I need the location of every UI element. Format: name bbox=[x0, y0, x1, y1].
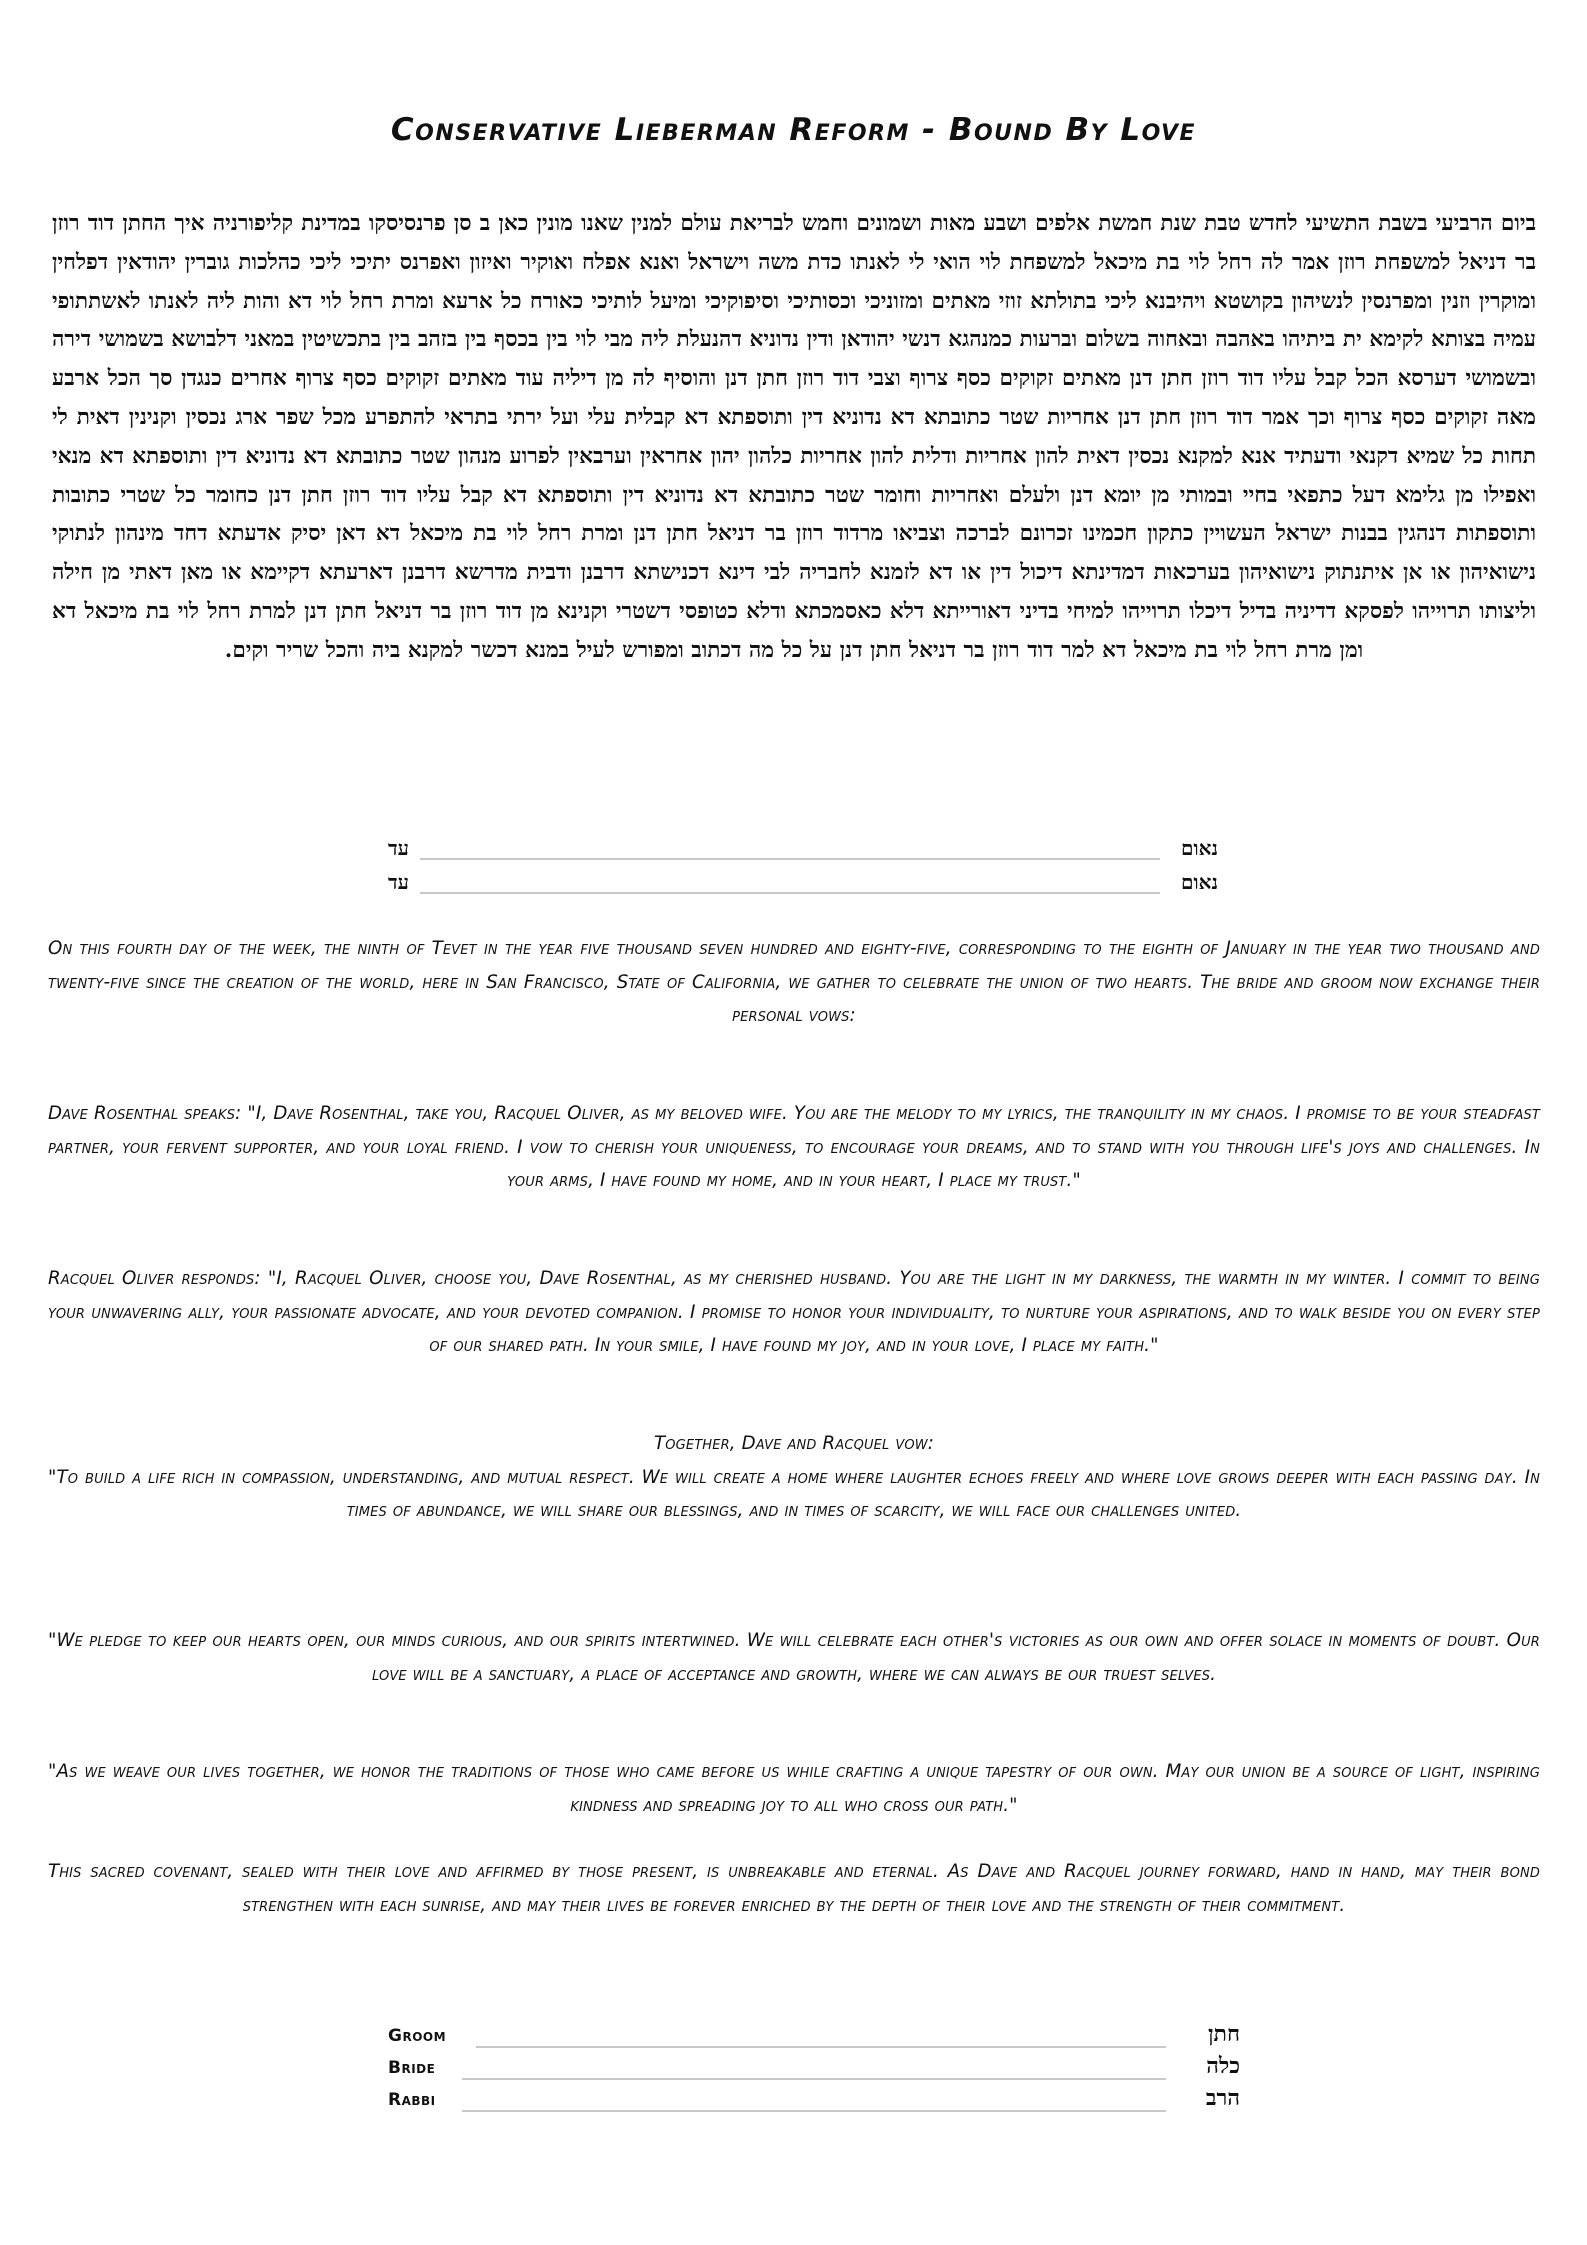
rabbi-signature-line[interactable] bbox=[462, 2110, 1166, 2112]
hebrew-ketubah-text: ביום הרביעי בשבת התשיעי לחדש טבת שנת חמשת אלפים ושבע מאות ושמונים וחמש לבריאת עולם למנין שאנו מונין כאן ב סן פרנסיסקו במדינת קליפורניה איך החתן דוד רוזן בר דניאל למשפחת רוזן אמר לה רחל לוי בת מיכאל למשפחת לוי הואי לי לאנתו כדת משה וישראל ואנא אפלח ואוקיר ואיזון ואפרנס יתיכי ליכי כהלכות גוברין יהודאין דפלחין ומוקרין וזנין ומפרנסין לנשיהון בקושטא ויהיבנא ליכי בתולתא זוזי מאתים ומזוניכי וכסותיכי וסיפוקיכי ומיעל לותיכי כאורח כל ארעא ומרת רחל לוי דא והות ליה לאנתו לאשתתופי עמיה בצותא לקימא ית ביתיהו באהבה ובאחוה בשלום וברעות כמנהגא דנשי יהודאן ודין נדוניא דהנעלת ליה מבי לוי בין בכסף בין בזהב בין בתכשיטין במאני דלבושא בשמושי דירה ובשמושי דערסא הכל קבל עליו דוד רוזן חתן דנן מאתים זקוקים כסף צרוף וצבי דוד רוזן חתן דנן והוסיף לה מן דיליה עוד מאתים זקוקים כסף צרוף אחרים כנגדן סך הכל ארבע מאה זקוקים כסף צרוף וכך אמר דוד רוזן חתן דנן אחריות שטר כתובתא דא נדוניא דין ותוספתא דא קבלית עלי ועל ירתי בתראי להתפרע מכל שפר ארג נכסין וקנינין דאית לי תחות כל שמיא דקנאי ודעתיד אנא למקנא נכסין דאית להון אחריות ודלית להון אחריות כלהון יהון אחראין וערבאין לפרוע מנהון שטר כתובתא דא נדוניא דין ותוספתא דא מנאי ואפילו מן גלימא דעל כתפאי בחיי ובמותי מן יומא דנן ולעלם ואחריות וחומר שטר כתובתא דא נדוניא דין ותוספתא דא קבל עליו דוד רוזן חתן דנן כחומר כל שטרי כתובות ותוספתות דנהגין בבנות ישראל העשויין כתקון חכמינו זכרונם לברכה וצביאו מרדוד רוזן בר דניאל חתן דנן ומרת רחל לוי בת מיכאל דא דאן יסיק אדעתא דחד מינהון לנתוקי נישואיהון או אן איתנתוק נישואיהון בערכאות דמדינתא דיכול דין או דא לזמנא לחבריה לבי דינא דכנישתא דרבנן ודבית מדרשא דרבנן דארעתא דקיימא או מאן דאתי מן חילה וליצותו תרוייהו לפסקא דדיניה בדיל דיכלו תרוייהו למיחי בדיני דאורייתא דלא כאסמכתא ודלא כטופסי דשטרי וקנינא מן דוד רוזן בר דניאל חתן דנן למרת רחל לוי בת מיכאל דא ומן מרת רחל לוי בת מיכאל דא למר דוד רוזן בר דניאל חתן דנן על כל מה דכתוב ומפורש לעיל במנא דכשר למקנא ביה והכל שריר וקים. bbox=[52, 211, 1536, 663]
bride-signature-line[interactable] bbox=[462, 2078, 1166, 2080]
together-vow-3: "As we weave our lives together, we honor the traditions of those who came before us while crafting a unique tapestry of our own. May our union be a source of light, inspiring kindness and spreading joy to all who cross our path." bbox=[48, 1761, 1540, 1816]
rabbi-label: Rabbi bbox=[388, 2090, 436, 2110]
english-intro: On this fourth day of the week, the ninth of Tevet in the year five thousand seven hundred and eighty-five, corresponding to the eighth of January in the year two thousand and twenty-five since the creation of the world, here in San Francisco, State of California, we gather to celebrate the union of two hearts. The bride and groom now exchange their personal vows: bbox=[48, 938, 1540, 1026]
bride-hebrew-label: כלה bbox=[1206, 2053, 1240, 2079]
together-vow-2: "We pledge to keep our hearts open, our minds curious, and our spirits intertwined. We will celebrate each other's victories as our own and offer solace in moments of doubt. Our love will be a sanctuary, a place of acceptance and growth, where we can always be our truest selves. bbox=[48, 1630, 1540, 1685]
witness-label: עד bbox=[388, 836, 409, 860]
witness-signature-line[interactable] bbox=[420, 858, 1160, 860]
groom-hebrew-label: חתן bbox=[1207, 2021, 1240, 2047]
bride-vow: Racquel Oliver responds: "I, Racquel Oliver, choose you, Dave Rosenthal, as my cherished husband. You are the light in my darkness, the warmth in my winter. I commit to being your unwavering ally, your passionate advocate, and your devoted companion. I promise to honor your individuality, to nurture your aspirations, and to walk beside you on every step of our shared path. In your smile, I have found my joy, and in your love, I place my faith." bbox=[48, 1268, 1540, 1356]
rabbi-signature-row bbox=[388, 2084, 1240, 2114]
bride-label: Bride bbox=[388, 2058, 436, 2078]
together-vow-1: "To build a life rich in compassion, understanding, and mutual respect. We will create a home where laughter echoes freely and where love grows deeper with each passing day. In times of abundance, we will share our blessings, and in times of scarcity, we will face our challenges united. bbox=[48, 1466, 1540, 1521]
bride-signature-row bbox=[388, 2052, 1240, 2082]
witness-signature-line[interactable] bbox=[420, 892, 1160, 894]
together-vows-block bbox=[48, 1427, 1540, 1528]
name-label: נאום bbox=[1181, 870, 1218, 894]
name-label: נאום bbox=[1181, 836, 1218, 860]
document-title: Conservative Lieberman Reform - Bound By Love bbox=[390, 112, 1197, 148]
witness-label: עד bbox=[388, 870, 409, 894]
hebrew-witness-row-1 bbox=[388, 832, 1218, 866]
groom-label: Groom bbox=[388, 2026, 447, 2046]
rabbi-hebrew-label: הרב bbox=[1205, 2085, 1240, 2111]
together-title: Together, Dave and Racquel vow: bbox=[653, 1433, 935, 1454]
groom-signature-line[interactable] bbox=[476, 2046, 1166, 2048]
groom-vow: Dave Rosenthal speaks: "I, Dave Rosenthal, take you, Racquel Oliver, as my beloved wife. You are the melody to my lyrics, the tranquility in my chaos. I promise to be your steadfast partner, your fervent supporter, and your loyal friend. I vow to cherish your uniqueness, to encourage your dreams, and to stand with you through life's joys and challenges. In your arms, I have found my home, and in your heart, I place my trust." bbox=[48, 1103, 1540, 1191]
hebrew-witness-row-2 bbox=[388, 866, 1218, 900]
closing-paragraph: This sacred covenant, sealed with their love and affirmed by those present, is unbreakable and eternal. As Dave and Racquel journey forward, hand in hand, may their bond strengthen with each sunrise, and may their lives be forever enriched by the depth of their love and the strength of their commitment. bbox=[48, 1861, 1540, 1916]
groom-signature-row bbox=[388, 2020, 1240, 2050]
